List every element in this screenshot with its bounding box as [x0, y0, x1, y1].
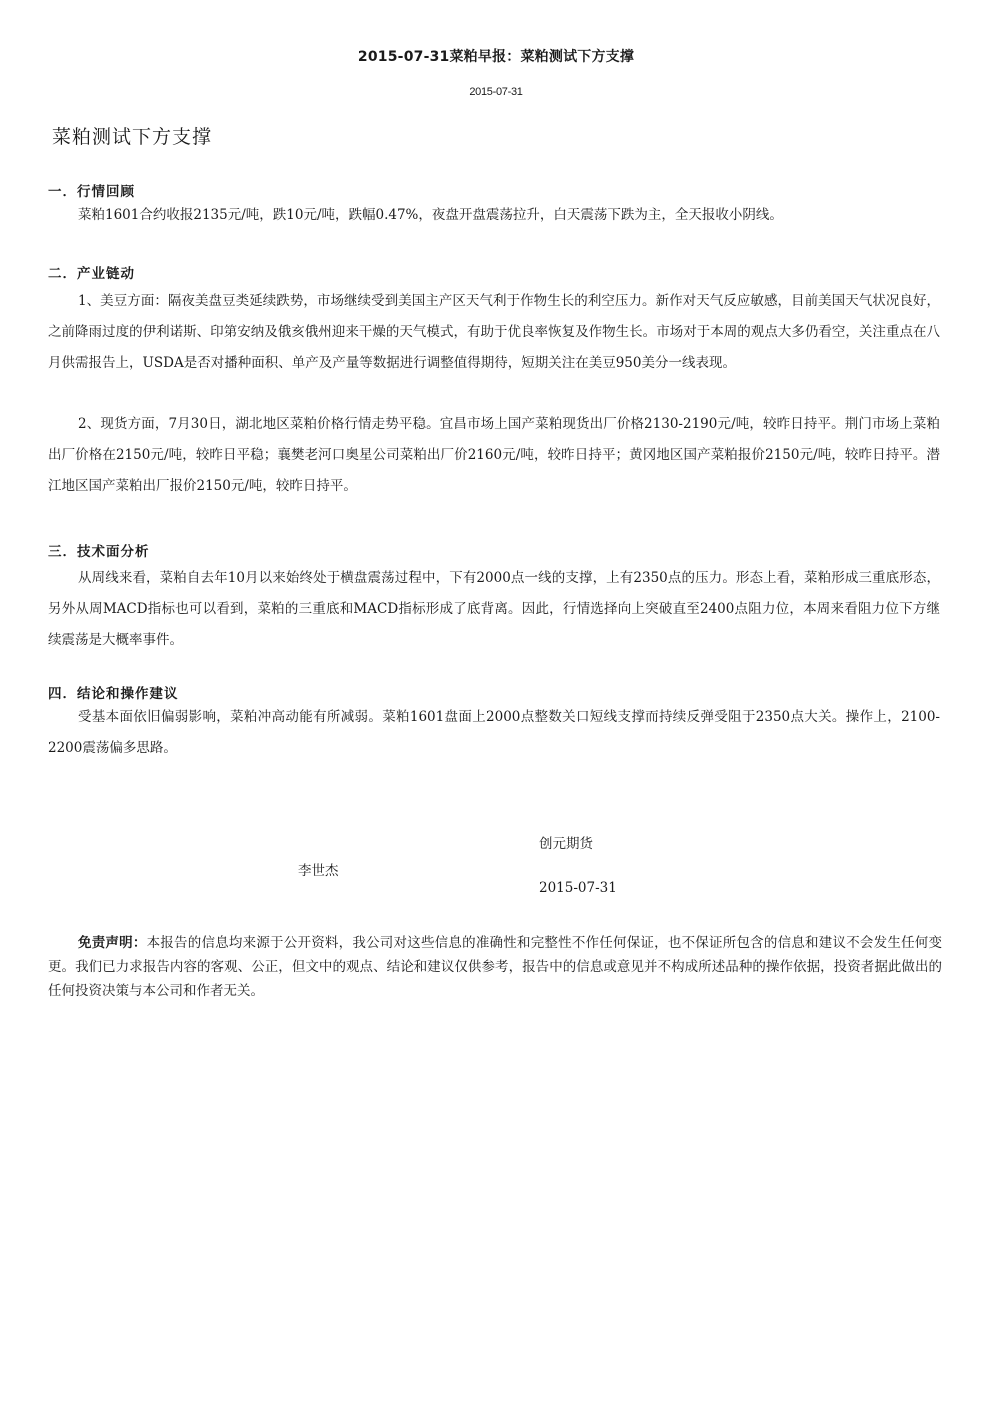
conclusion-paragraph: 受基本面依旧偏弱影响，菜粕冲高动能有所减弱。菜粕1601盘面上2000点整数关口短线支撑而持续反弹受阻于2350点大关。操作上，2100-2200震荡偏多思路。	[48, 709, 940, 756]
article-title: 菜粕测试下方支撑	[52, 126, 213, 148]
section-heading-market-review: 一．行情回顾	[48, 184, 135, 200]
section-heading-industry-chain: 二．产业链动	[48, 266, 135, 282]
section-heading-technical-analysis: 三．技术面分析	[48, 544, 150, 560]
signature-company: 创元期货	[539, 836, 593, 852]
disclaimer-text: 本报告的信息均来源于公开资料，我公司对这些信息的准确性和完整性不作任何保证，也不保证所包含的信息和建议不会发生任何变更。我们已力求报告内容的客观、公正，但文中的观点、结论和建议仅供参考，报告中的信息或意见并不构成所述品种的操作依据，投资者据此做出的任何投资决策与本公司和作者无关。	[48, 935, 943, 999]
page-date: 2015-07-31	[469, 86, 523, 98]
industry-us-soybean-paragraph: 1、美豆方面：隔夜美盘豆类延续跌势，市场继续受到美国主产区天气利于作物生长的利空压力。新作对天气反应敏感，目前美国天气状况良好，之前降雨过度的伊利诺斯、印第安纳及俄亥俄州迎来干燥的天气模式，有助于优良率恢复及作物生长。市场对于本周的观点大多仍看空，关注重点在八月供需报告上，USDA是否对播种面积、单产及产量等数据进行调整值得期待，短期关注在美豆950美分一线表现。	[48, 293, 940, 371]
page-title: 2015-07-31菜粕早报：菜粕测试下方支撑	[357, 49, 635, 65]
technical-analysis-paragraph: 从周线来看，菜粕自去年10月以来始终处于横盘震荡过程中，下有2000点一线的支撑，上有2350点的压力。形态上看，菜粕形成三重底形态，另外从周MACD指标也可以看到，菜粕的三重底和MACD指标形成了底背离。因此，行情选择向上突破直至2400点阻力位，本周来看阻力位下方继续震荡是大概率事件。	[48, 570, 940, 648]
industry-spot-paragraph: 2、现货方面，7月30日，湖北地区菜粕价格行情走势平稳。宜昌市场上国产菜粕现货出厂价格2130-2190元/吨，较昨日持平。荆门市场上菜粕出厂价格在2150元/吨，较昨日平稳；襄樊老河口奥星公司菜粕出厂价2160元/吨，较昨日持平；黄冈地区国产菜粕报价2150元/吨，较昨日持平。潜江地区国产菜粕出厂报价2150元/吨，较昨日持平。	[48, 416, 940, 494]
section-heading-conclusion: 四．结论和操作建议	[48, 686, 179, 702]
disclaimer-label: 免责声明：	[78, 935, 147, 951]
signature-author: 李世杰	[298, 863, 339, 879]
signature-date: 2015-07-31	[539, 880, 617, 896]
market-review-paragraph: 菜粕1601合约收报2135元/吨，跌10元/吨，跌幅0.47%，夜盘开盘震荡拉升，白天震荡下跌为主，全天报收小阴线。	[78, 207, 783, 223]
disclaimer	[48, 931, 942, 1003]
